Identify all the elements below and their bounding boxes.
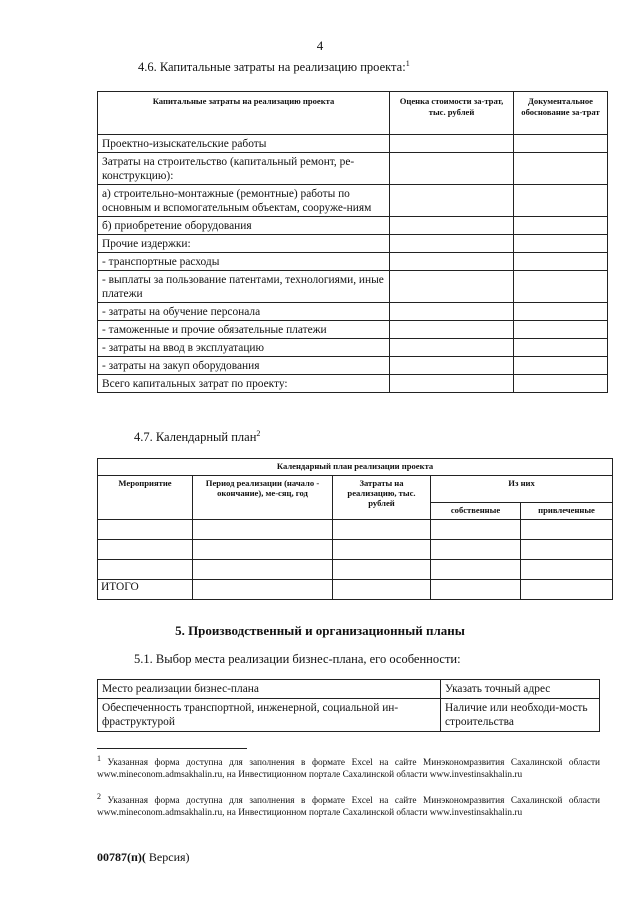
table-row (98, 217, 608, 235)
capex-row-label: - таможенные и прочие обязательные платежи (98, 321, 390, 339)
calendar-cell[interactable] (193, 560, 333, 580)
calendar-cell[interactable] (193, 520, 333, 540)
calendar-cell[interactable] (431, 540, 521, 560)
capex-cell-justification[interactable] (514, 153, 608, 185)
table-row (98, 321, 608, 339)
capex-cell-justification[interactable] (514, 217, 608, 235)
capex-row-label: - затраты на ввод в эксплуатацию (98, 339, 390, 357)
capex-cell-estimate[interactable] (390, 357, 514, 375)
table-row (98, 520, 613, 540)
footnote-2: $^2$ Указанная форма доступна для заполнения в формате Excel на сайте Минэкономразвития Сахалинской области www.mineconom.admsakhalin.ru, на Инвестиционном портале Сахалинской области www.investinsakhalin.ru (97, 791, 600, 818)
table-row (98, 560, 613, 580)
table-row (98, 540, 613, 560)
table-row (98, 135, 608, 153)
capex-cell-justification[interactable] (514, 235, 608, 253)
calendar-cell[interactable] (193, 540, 333, 560)
calendar-table-title: Календарный план реализации проекта (98, 459, 613, 476)
capex-header-row (98, 92, 608, 135)
calendar-cell[interactable] (333, 580, 431, 600)
table-row (98, 253, 608, 271)
capex-cell-justification[interactable] (514, 375, 608, 393)
place-value[interactable]: Указать точный адрес (441, 680, 600, 699)
calendar-cell[interactable] (193, 580, 333, 600)
table-row (98, 185, 608, 217)
capex-row-label: - затраты на обучение персонала (98, 303, 390, 321)
table-row (98, 235, 608, 253)
capex-cell-justification[interactable] (514, 271, 608, 303)
table-row (98, 339, 608, 357)
capex-cell-justification[interactable] (514, 135, 608, 153)
capex-cell-estimate[interactable] (390, 321, 514, 339)
table-row (98, 375, 608, 393)
place-value[interactable]: Наличие или необходи-мость строительства (441, 699, 600, 732)
calendar-header-attracted: привлеченные (521, 503, 613, 520)
section-4-7-title: 4.7. Календарный план$^2$ (134, 428, 261, 444)
capex-cell-justification[interactable] (514, 321, 608, 339)
capex-header-justification: Документальное обоснование за-трат (514, 92, 608, 135)
table-row (98, 357, 608, 375)
calendar-cell[interactable] (521, 560, 613, 580)
calendar-cell[interactable] (431, 580, 521, 600)
capex-cell-justification[interactable] (514, 303, 608, 321)
capex-header-estimate: Оценка стоимости за-трат, тыс. рублей (390, 92, 514, 135)
capex-row-label: а) строительно-монтажные (ремонтные) работы по основным и вспомогательным объектам, сооруже-ниям (98, 185, 390, 217)
calendar-header-cost: Затраты на реализацию, тыс. рублей (333, 476, 431, 520)
capex-row-label: Проектно-изыскательские работы (98, 135, 390, 153)
capex-row-label: - затраты на закуп оборудования (98, 357, 390, 375)
calendar-cell[interactable] (521, 540, 613, 560)
capex-cell-estimate[interactable] (390, 185, 514, 217)
section-4-6-title: 4.6. Капитальные затраты на реализацию проекта:$^1$ (138, 58, 410, 74)
capex-cell-estimate[interactable] (390, 303, 514, 321)
capex-row-label: б) приобретение оборудования (98, 217, 390, 235)
capex-row-label: Прочие издержки: (98, 235, 390, 253)
calendar-cell[interactable] (333, 540, 431, 560)
section-5-1-title: 5.1. Выбор места реализации бизнес-плана, его особенности: (134, 652, 461, 666)
section-5-title: 5. Производственный и организационный планы (175, 623, 465, 638)
table-row (98, 303, 608, 321)
calendar-cell[interactable] (98, 540, 193, 560)
footnote-divider (97, 748, 247, 749)
calendar-cell[interactable] (333, 520, 431, 540)
capex-cell-estimate[interactable] (390, 271, 514, 303)
capex-header-costs: Капитальные затраты на реализацию проекта (98, 92, 390, 135)
footnote-ref-2: 2 (256, 428, 261, 438)
calendar-header-period: Период реализации (начало - окончание), ме-сяц, год (193, 476, 333, 520)
calendar-cell[interactable] (431, 520, 521, 540)
calendar-header-event: Мероприятие (98, 476, 193, 520)
calendar-cell[interactable] (521, 520, 613, 540)
capex-cell-estimate[interactable] (390, 253, 514, 271)
business-plan-location-table (97, 679, 600, 732)
capex-cell-estimate[interactable] (390, 217, 514, 235)
document-code: 00787(п)( Версия) (97, 850, 190, 864)
calendar-cell[interactable] (98, 520, 193, 540)
calendar-cell[interactable] (431, 560, 521, 580)
calendar-header-own: собственные (431, 503, 521, 520)
capex-cell-estimate[interactable] (390, 235, 514, 253)
calendar-cell[interactable] (521, 580, 613, 600)
footnote-1: $^1$ Указанная форма доступна для заполнения в формате Excel на сайте Минэкономразвития Сахалинской области www.mineconom.admsakhalin.ru, на Инвестиционном портале Сахалинской области www.investinsakhalin.ru (97, 753, 600, 780)
calendar-cell[interactable] (333, 560, 431, 580)
table-row (98, 153, 608, 185)
capex-cell-estimate[interactable] (390, 375, 514, 393)
capex-cell-justification[interactable] (514, 357, 608, 375)
capex-row-label: - выплаты за пользование патентами, технологиями, иные платежи (98, 271, 390, 303)
capex-cell-justification[interactable] (514, 185, 608, 217)
calendar-cell[interactable] (98, 560, 193, 580)
calendar-header-of-which: Из них (431, 476, 613, 503)
document-version: Версия) (145, 850, 190, 864)
capex-cell-estimate[interactable] (390, 153, 514, 185)
place-label: Место реализации бизнес-плана (98, 680, 441, 699)
capex-cell-justification[interactable] (514, 253, 608, 271)
place-label: Обеспеченность транспортной, инженерной, социальной ин-фраструктурой (98, 699, 441, 732)
page-number: 4 (316, 38, 324, 53)
calendar-total-label: ИТОГО (98, 580, 193, 600)
footnote-ref-1: 1 (405, 58, 410, 68)
table-row (98, 271, 608, 303)
table-row (98, 580, 613, 600)
table-row (98, 699, 600, 732)
footnote-mark: 2 (97, 791, 101, 801)
capex-row-label: - транспортные расходы (98, 253, 390, 271)
calendar-plan-table (97, 458, 613, 600)
capex-cell-estimate[interactable] (390, 135, 514, 153)
capex-cell-justification[interactable] (514, 339, 608, 357)
capital-costs-table (97, 91, 608, 393)
footnote-mark: 1 (97, 753, 101, 763)
table-row (98, 680, 600, 699)
capex-row-label: Всего капитальных затрат по проекту: (98, 375, 390, 393)
capex-row-label: Затраты на строительство (капитальный ремонт, ре-конструкцию): (98, 153, 390, 185)
capex-cell-estimate[interactable] (390, 339, 514, 357)
